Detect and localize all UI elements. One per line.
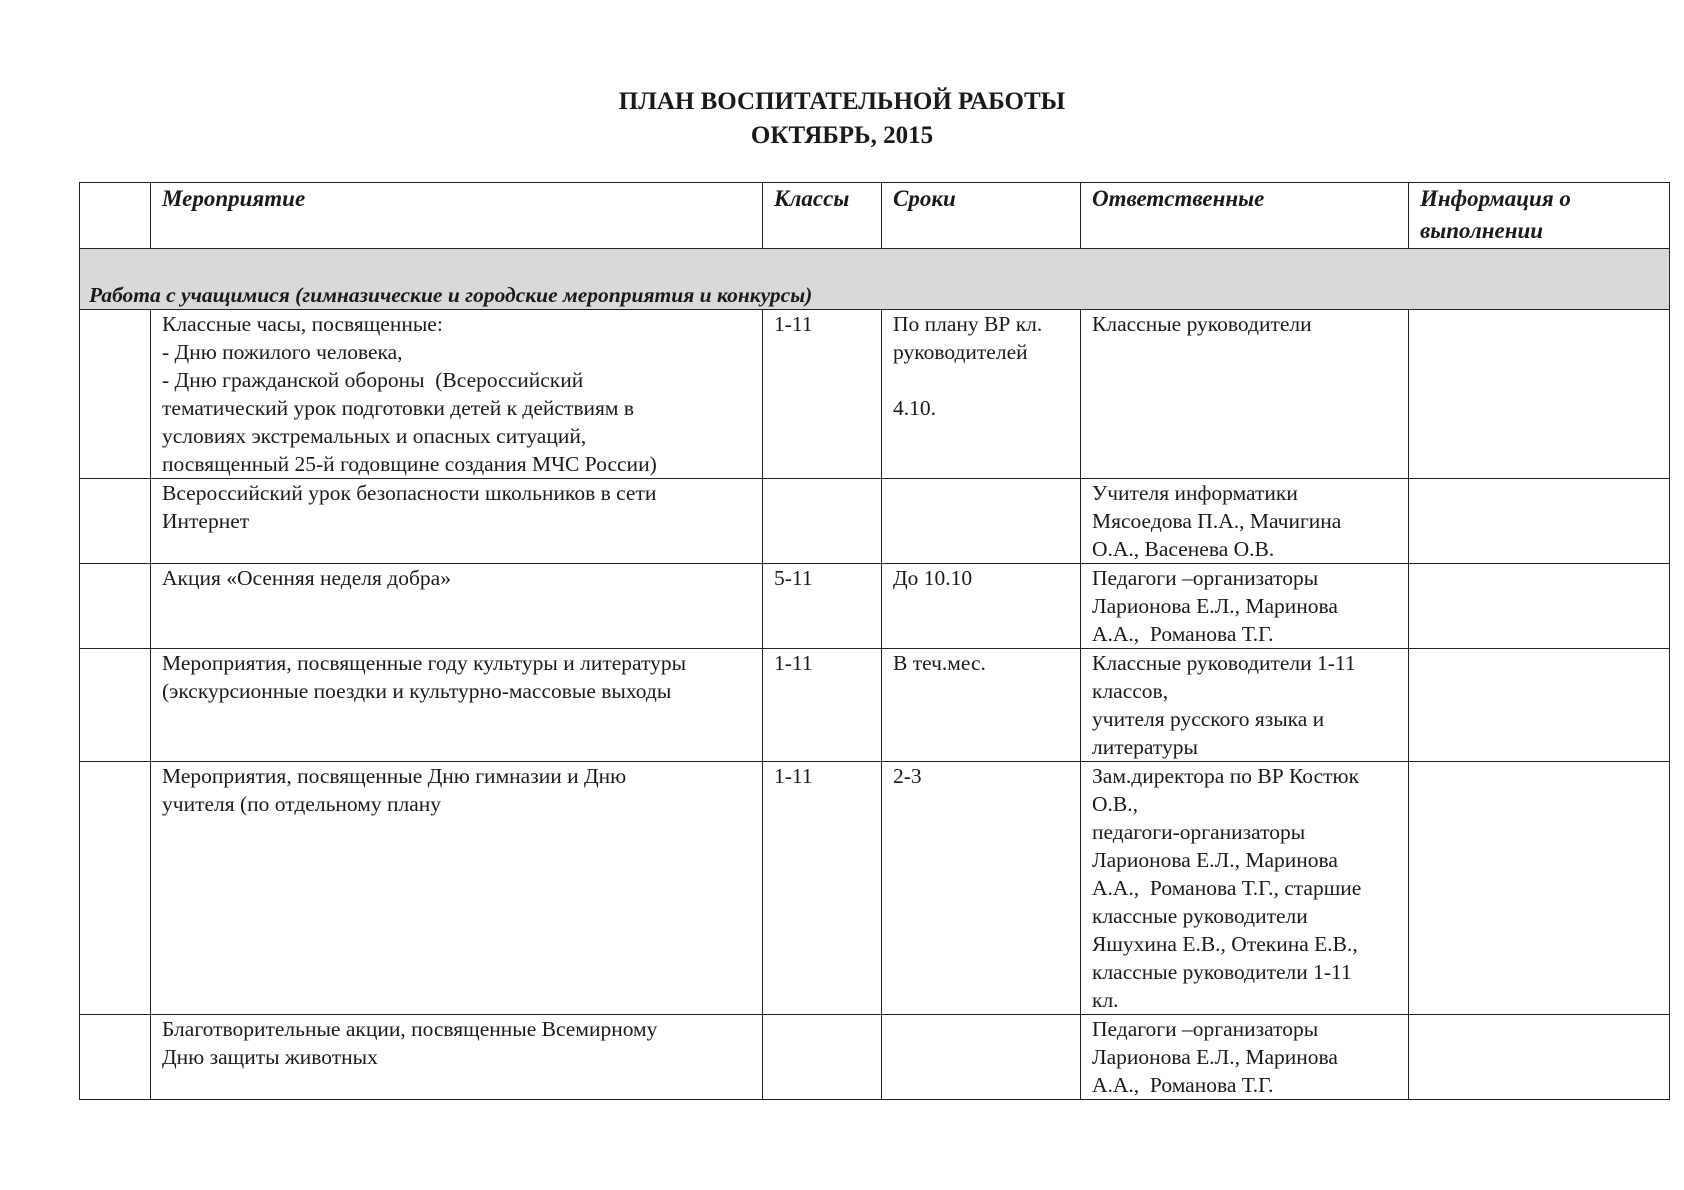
classes-cell: 1-11: [763, 649, 882, 762]
event-cell: [151, 479, 763, 564]
responsible-cell: [1081, 762, 1409, 1015]
event-line: (экскурсионные поездки и культурно-массовые выходы: [162, 679, 672, 703]
dates-line: В теч.мес.: [893, 651, 986, 675]
responsible-line: литературы: [1092, 735, 1198, 759]
classes-cell: [763, 1015, 882, 1100]
row-number: [80, 762, 151, 1015]
responsible-line: Мясоедова П.А., Мачигина: [1092, 509, 1342, 533]
responsible-line: Яшухина Е.В., Отекина Е.В.,: [1092, 932, 1358, 956]
responsible-line: классные руководители 1-11: [1092, 960, 1352, 984]
info-cell: [1409, 564, 1670, 649]
responsible-line: О.В.,: [1092, 792, 1138, 816]
header-info: [1409, 183, 1670, 249]
event-line: Классные часы, посвященные:: [162, 312, 443, 336]
event-line: посвященный 25-й годовщине создания МЧС России): [162, 452, 657, 476]
event-line: Всероссийский урок безопасности школьников в сети: [162, 481, 657, 505]
responsible-line: Ларионова Е.Л., Маринова: [1092, 594, 1338, 618]
responsible-cell: [1081, 310, 1409, 479]
responsible-cell: [1081, 479, 1409, 564]
header-responsible: Ответственные: [1081, 183, 1409, 249]
section-row: [80, 249, 1670, 310]
responsible-line: классов,: [1092, 679, 1169, 703]
event-cell: [151, 762, 763, 1015]
responsible-cell: [1081, 1015, 1409, 1100]
responsible-line: Классные руководители: [1092, 312, 1312, 336]
table-row: [80, 1015, 1670, 1100]
row-number: [80, 310, 151, 479]
header-row: [80, 183, 1670, 249]
header-dates: Сроки: [882, 183, 1081, 249]
responsible-cell: [1081, 564, 1409, 649]
responsible-line: Ларионова Е.Л., Маринова: [1092, 1045, 1338, 1069]
responsible-line: А.А., Романова Т.Г., старшие: [1092, 876, 1362, 900]
info-cell: [1409, 310, 1670, 479]
event-line: Акция «Осенняя неделя добра»: [162, 566, 451, 590]
dates-cell: [882, 762, 1081, 1015]
row-number: [80, 1015, 151, 1100]
responsible-line: А.А., Романова Т.Г.: [1092, 1073, 1274, 1097]
header-info-line: Информация о: [1420, 186, 1571, 211]
responsible-line: педагоги-организаторы: [1092, 820, 1306, 844]
title-line-1: ПЛАН ВОСПИТАТЕЛЬНОЙ РАБОТЫ: [618, 88, 1066, 115]
dates-line: руководителей: [893, 340, 1028, 364]
event-cell: [151, 564, 763, 649]
responsible-line: Классные руководители 1-11: [1092, 651, 1356, 675]
header-classes: Классы: [763, 183, 882, 249]
title-line-2: ОКТЯБРЬ, 2015: [750, 122, 934, 149]
event-cell: [151, 1015, 763, 1100]
responsible-line: кл.: [1092, 988, 1119, 1012]
plan-table: [79, 182, 1670, 1100]
event-cell: [151, 649, 763, 762]
event-line: Мероприятия, посвященные году культуры и литературы: [162, 651, 687, 675]
row-number: [80, 649, 151, 762]
responsible-line: Педагоги –организаторы: [1092, 566, 1319, 590]
table-row: [80, 310, 1670, 479]
event-line: Мероприятия, посвященные Дню гимназии и Дню: [162, 764, 627, 788]
section-title: Работа с учащимися (гимназические и городские мероприятия и конкурсы): [80, 249, 1670, 310]
dates-line: 4.10.: [893, 396, 936, 420]
table-row: [80, 762, 1670, 1015]
responsible-line: Ларионова Е.Л., Маринова: [1092, 848, 1338, 872]
table-row: [80, 564, 1670, 649]
event-line: условиях экстремальных и опасных ситуаций,: [162, 424, 587, 448]
responsible-line: О.А., Васенева О.В.: [1092, 537, 1275, 561]
dates-cell: [882, 479, 1081, 564]
classes-cell: 5-11: [763, 564, 882, 649]
event-line: Интернет: [162, 509, 250, 533]
classes-cell: 1-11: [763, 762, 882, 1015]
event-line: учителя (по отдельному плану: [162, 792, 441, 816]
responsible-line: Педагоги –организаторы: [1092, 1017, 1319, 1041]
header-number: [80, 183, 151, 249]
page-title: [0, 85, 1684, 153]
info-cell: [1409, 479, 1670, 564]
responsible-line: учителя русского языка и: [1092, 707, 1325, 731]
event-line: - Дню гражданской обороны (Всероссийский: [162, 368, 584, 392]
info-cell: [1409, 649, 1670, 762]
table-row: [80, 479, 1670, 564]
dates-line: По плану ВР кл.: [893, 312, 1043, 336]
event-line: тематический урок подготовки детей к действиям в: [162, 396, 635, 420]
dates-cell: [882, 564, 1081, 649]
table-row: [80, 649, 1670, 762]
dates-cell: [882, 1015, 1081, 1100]
event-cell: [151, 310, 763, 479]
responsible-line: классные руководители: [1092, 904, 1308, 928]
dates-line: 2-3: [893, 764, 922, 788]
event-line: Благотворительные акции, посвященные Всемирному: [162, 1017, 658, 1041]
row-number: [80, 564, 151, 649]
header-event: Мероприятие: [151, 183, 763, 249]
dates-cell: [882, 649, 1081, 762]
classes-cell: 1-11: [763, 310, 882, 479]
event-line: - Дню пожилого человека,: [162, 340, 403, 364]
header-info-line: выполнении: [1420, 218, 1544, 243]
dates-line: До 10.10: [893, 566, 973, 590]
responsible-cell: [1081, 649, 1409, 762]
dates-cell: [882, 310, 1081, 479]
event-line: Дню защиты животных: [162, 1045, 378, 1069]
info-cell: [1409, 762, 1670, 1015]
row-number: [80, 479, 151, 564]
info-cell: [1409, 1015, 1670, 1100]
classes-cell: [763, 479, 882, 564]
responsible-line: Зам.директора по ВР Костюк: [1092, 764, 1360, 788]
responsible-line: Учителя информатики: [1092, 481, 1298, 505]
responsible-line: А.А., Романова Т.Г.: [1092, 622, 1274, 646]
